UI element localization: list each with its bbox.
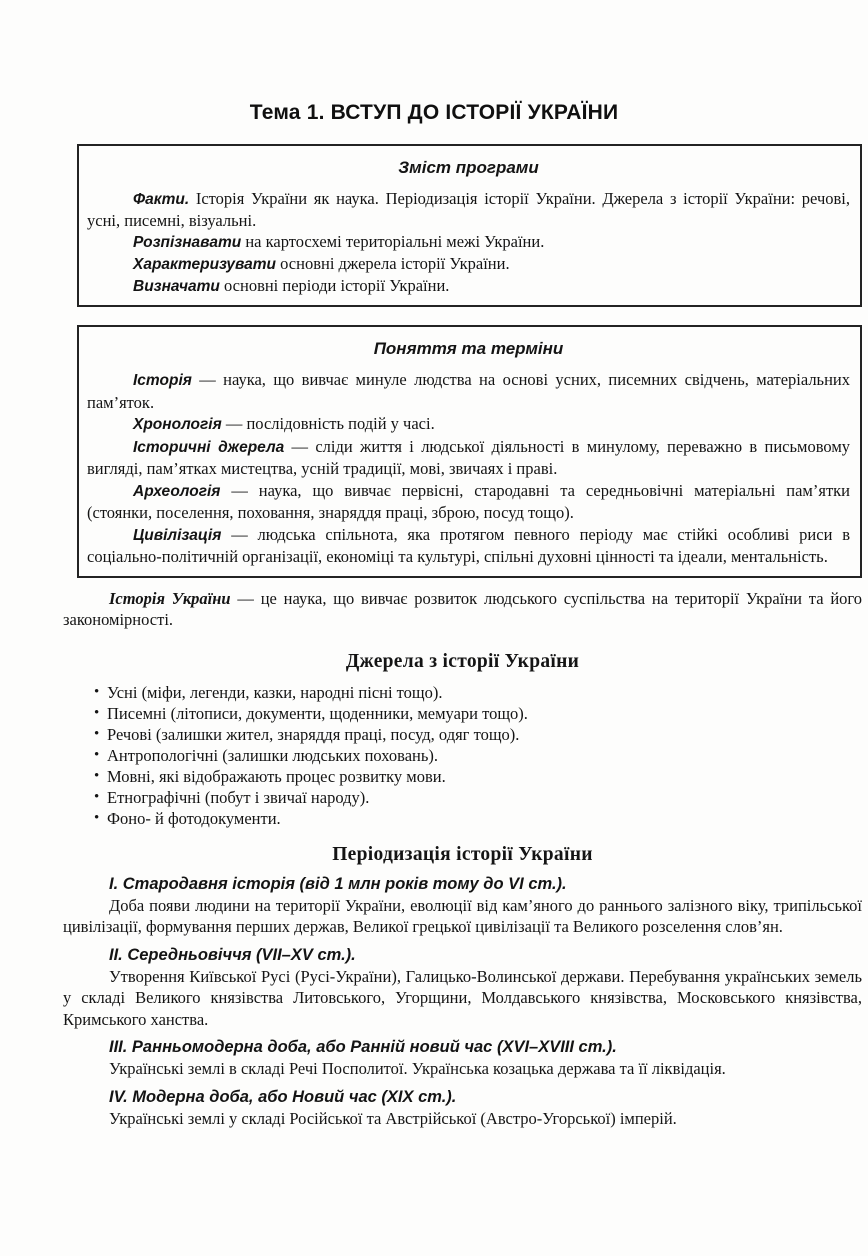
period-description: Українські землі у складі Російської та Австрійської (Австро-Угорської) імперій.	[109, 1108, 677, 1128]
term-word: Історія	[133, 372, 192, 389]
program-item-lead: Факти.	[133, 191, 190, 208]
program-item-text: основні джерела історії України.	[280, 254, 510, 273]
list-item-text: Усні (міфи, легенди, казки, народні пісні тощо).	[107, 682, 443, 702]
term-chronology	[87, 413, 850, 436]
program-box-heading: Зміст програми	[398, 158, 539, 177]
period-description: Доба появи людини на території України, еволюції від кам’яного до раннього залізного віку, трипільської цивілізації, формування перших держав, Великої грецької цивілізації та Великого розселення слов’ян.	[63, 895, 862, 936]
term-history	[87, 369, 850, 413]
term-definition: — наука, що вивчає первісні, стародавні та середньовічні матеріальні пам’ятки (стоянки, поселення, поховання, знаряддя праці, зброю, посуд тощо).	[87, 480, 850, 522]
list-item-text: Антропологічні (залишки людських поховань).	[107, 745, 439, 765]
term-definition: — послідовність подій у часі.	[225, 414, 435, 433]
list-item	[63, 724, 862, 745]
list-item	[63, 682, 862, 703]
list-item-text: Писемні (літописи, документи, щоденники, мемуари тощо).	[107, 703, 528, 723]
list-item	[63, 703, 862, 724]
bullet-icon: •	[94, 683, 100, 700]
program-item-lead: Визначати	[133, 278, 220, 295]
program-item-text: основні періоди історії України.	[224, 276, 450, 295]
bullet-icon: •	[94, 767, 100, 784]
bullet-icon: •	[94, 788, 100, 805]
main-text-block	[63, 588, 862, 1130]
list-item	[63, 745, 862, 766]
bullet-icon: •	[94, 746, 100, 763]
period-description: Українські землі в складі Речі Посполитої. Українська козацька держава та її ліквідація.	[109, 1059, 726, 1078]
history-of-ukraine-definition	[63, 588, 862, 630]
program-item-recognize	[87, 231, 850, 253]
program-item-facts	[87, 188, 850, 231]
program-item-lead: Характеризувати	[133, 256, 277, 273]
period-title-modern: IV. Модерна доба, або Новий час (XIX ст.).	[109, 1087, 457, 1106]
program-item-define	[87, 275, 850, 297]
list-item-text: Фоно- й фотодокументи.	[107, 808, 281, 828]
term-definition: — наука, що вивчає минуле людства на основі усних, писемних свідчень, матеріальних пам’яток.	[87, 370, 850, 412]
program-content-box	[77, 144, 862, 307]
period-title-medieval: II. Середньовіччя (VII–XV ст.).	[109, 945, 356, 964]
period-description: Утворення Київської Русі (Русі-України), Галицько-Волинської держави. Перебування українських земель у складі Великого князівства Литовського, Угорщини, Молдавського князівства, Московського князівства, Кримського ханства.	[63, 966, 862, 1029]
term-definition: — сліди життя і людської діяльності в минулому, переважно в письмовому вигляді, пам’ятках мистецтва, усній традиції, мові, звичаях і праві.	[87, 436, 851, 478]
sources-list	[63, 682, 862, 829]
list-item-text: Мовні, які відображають процес розвитку мови.	[107, 766, 446, 786]
list-item-text: Речові (залишки жител, знаряддя праці, посуд, одяг тощо).	[107, 724, 520, 744]
program-item-characterize	[87, 253, 850, 275]
definition-text: — це наука, що вивчає розвиток людського суспільства на території України та його закономірності.	[63, 588, 863, 629]
period-title-ancient: I. Стародавня історія (від 1 млн років тому до VI ст.).	[109, 874, 567, 893]
terms-box-heading: Поняття та терміни	[373, 339, 564, 358]
term-word: Цивілізація	[133, 526, 222, 544]
term-historical-sources	[87, 436, 850, 480]
list-item-text: Етнографічні (побут і звичаї народу).	[107, 787, 370, 807]
bullet-icon: •	[94, 704, 100, 721]
list-item	[63, 766, 862, 787]
list-item	[63, 787, 862, 808]
definition-term: Історія України	[109, 588, 231, 608]
sources-heading: Джерела з історії України	[345, 650, 580, 672]
program-item-lead: Розпізнавати	[133, 234, 242, 251]
term-word: Історичні джерела	[133, 438, 285, 456]
page-title: Тема 1. ВСТУП ДО ІСТОРІЇ УКРАЇНИ	[249, 101, 619, 124]
term-word: Археологія	[133, 482, 221, 500]
term-archaeology	[87, 480, 850, 524]
term-civilization	[87, 524, 850, 568]
program-item-text: на картосхемі територіальні межі України.	[245, 232, 545, 251]
term-word: Хронологія	[133, 416, 222, 433]
term-definition: — людська спільнота, яка протягом певного періоду має стійкі особливі риси в соціально-політичній організації, економіці та культурі, спільні духовні цінності та ідеали, ментальність.	[87, 524, 850, 566]
period-title-early-modern: III. Ранньомодерна доба, або Ранній новий час (XVI–XVIII ст.).	[109, 1038, 617, 1056]
periodization-heading: Періодизація історії України	[332, 843, 593, 865]
terms-box	[77, 325, 862, 578]
bullet-icon: •	[94, 809, 100, 826]
program-item-text: Історія України як наука. Періодизація історії України. Джерела з історії України: речові, усні, писемні, візуальні.	[87, 189, 850, 230]
list-item	[63, 808, 862, 829]
bullet-icon: •	[94, 725, 100, 742]
